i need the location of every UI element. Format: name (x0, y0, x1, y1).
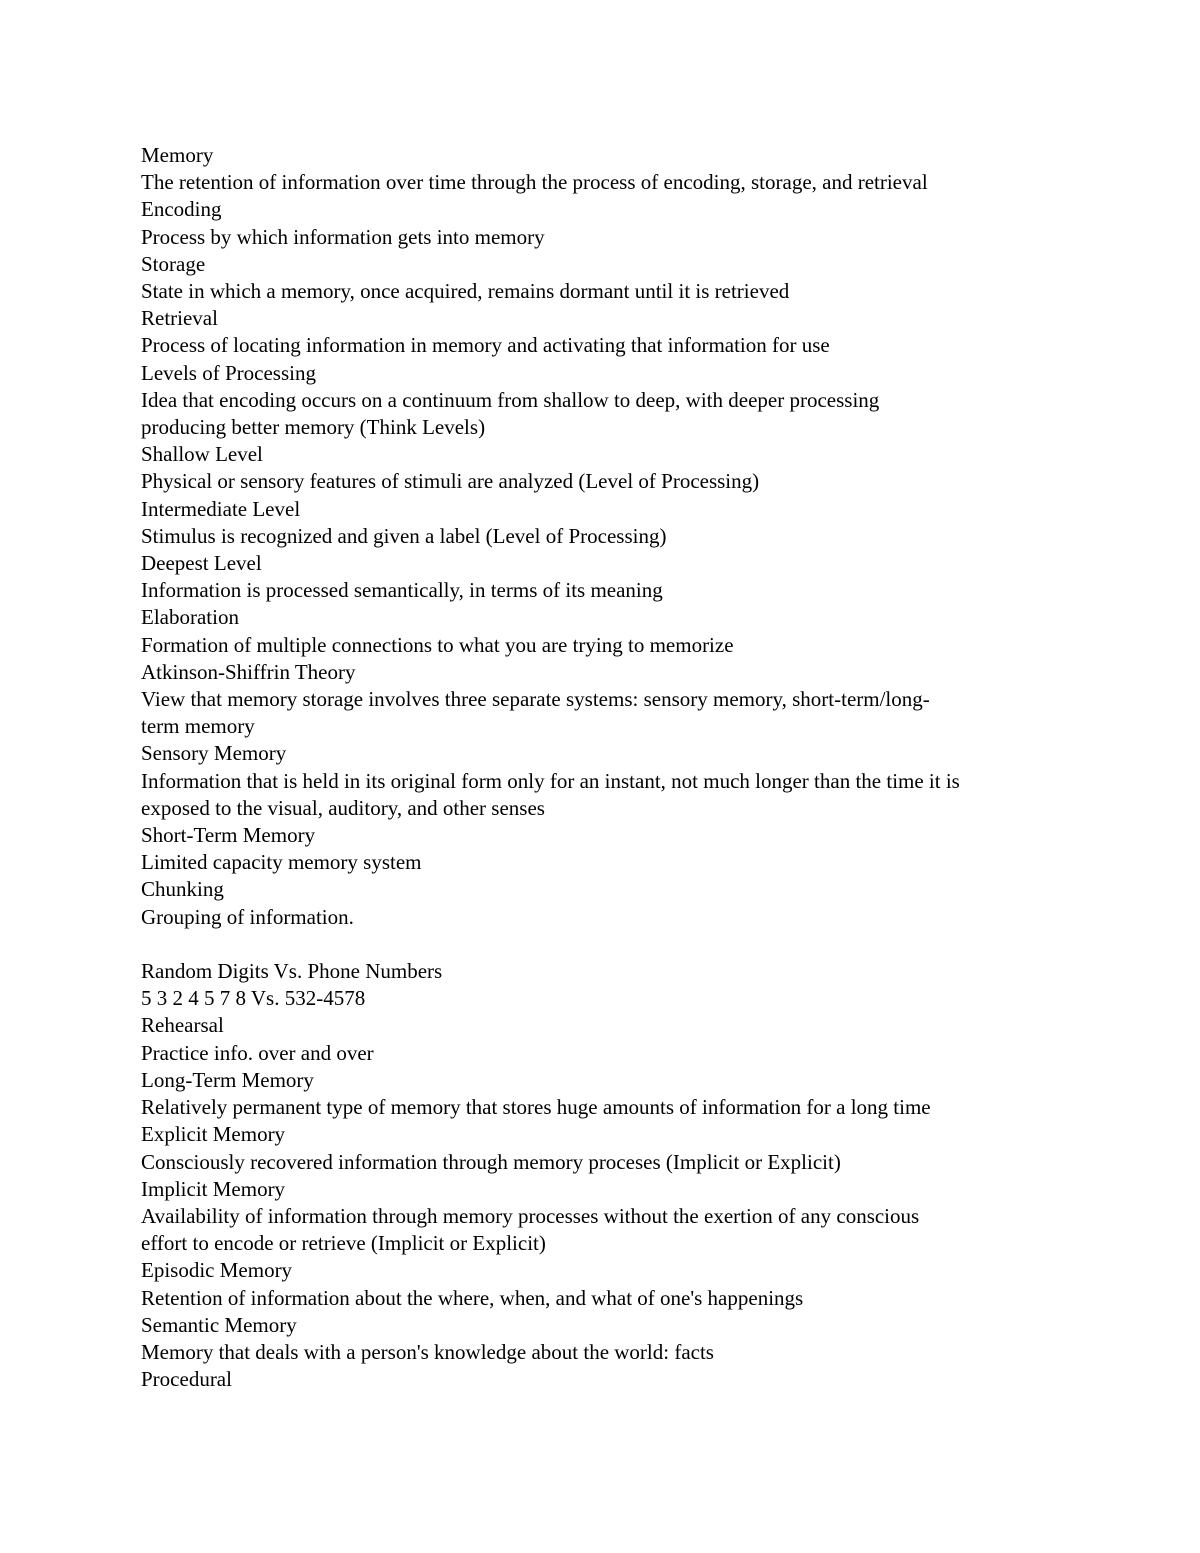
text-line: Levels of Processing (141, 360, 316, 385)
text-line: 5 3 2 4 5 7 8 Vs. 532-4578 (141, 986, 366, 1011)
text-line: Physical or sensory features of stimuli are analyzed (Level of Processing) (141, 469, 760, 494)
text-line: Memory that deals with a person's knowledge about the world: facts (141, 1339, 714, 1364)
text-line: Retention of information about the where, when, and what of one's happenings (141, 1285, 804, 1310)
text-line: effort to encode or retrieve (Implicit or Explicit) (141, 1231, 546, 1256)
text-line: Atkinson-Shiffrin Theory (141, 659, 356, 684)
text-line: Explicit Memory (141, 1122, 286, 1147)
text-line: Procedural (141, 1367, 232, 1392)
text-line: Rehearsal (141, 1013, 224, 1038)
text-line: Relatively permanent type of memory that stores huge amounts of information for a long time (141, 1095, 931, 1120)
text-line: Formation of multiple connections to what you are trying to memorize (141, 632, 734, 657)
text-line: Intermediate Level (141, 496, 301, 521)
text-line: Deepest Level (141, 551, 262, 576)
text-line: Idea that encoding occurs on a continuum from shallow to deep, with deeper processing (141, 387, 880, 412)
text-line: term memory (141, 714, 255, 739)
text-line: Retrieval (141, 306, 218, 331)
text-line: Short-Term Memory (141, 823, 316, 848)
text-line: Limited capacity memory system (141, 850, 422, 875)
text-line: Consciously recovered information through memory proceses (Implicit or Explicit) (141, 1149, 841, 1174)
text-line: producing better memory (Think Levels) (141, 415, 486, 440)
text-line: exposed to the visual, auditory, and other senses (141, 795, 545, 820)
text-line: The retention of information over time through the process of encoding, storage, and retrieval (141, 170, 928, 195)
text-line: Semantic Memory (141, 1312, 297, 1337)
text-line: Memory (141, 143, 214, 167)
text-line: Long-Term Memory (141, 1067, 314, 1092)
text-line: Chunking (141, 877, 224, 902)
document-body (141, 142, 1071, 1393)
text-line: Random Digits Vs. Phone Numbers (141, 959, 443, 984)
text-line: Process of locating information in memory and activating that information for use (141, 333, 830, 358)
text-line: Information that is held in its original form only for an instant, not much longer than the time it is (141, 768, 960, 793)
text-line: Grouping of information. (141, 904, 354, 929)
text-line: Storage (141, 251, 206, 276)
text-line: Information is processed semantically, in terms of its meaning (141, 578, 663, 603)
text-line: Shallow Level (141, 442, 263, 467)
text-line: Elaboration (141, 605, 239, 630)
text-line: Practice info. over and over (141, 1040, 374, 1065)
text-line: Availability of information through memory processes without the exertion of any conscious (141, 1203, 920, 1228)
blank-line (141, 931, 1071, 958)
text-line: Encoding (141, 197, 222, 222)
text-line: Process by which information gets into memory (141, 224, 545, 249)
text-line: Sensory Memory (141, 741, 287, 766)
text-line: Stimulus is recognized and given a label (Level of Processing) (141, 523, 667, 548)
text-line: Implicit Memory (141, 1176, 286, 1201)
text-line: Episodic Memory (141, 1258, 293, 1283)
text-line: View that memory storage involves three separate systems: sensory memory, short-term/long- (141, 687, 930, 712)
text-line: State in which a memory, once acquired, remains dormant until it is retrieved (141, 279, 790, 304)
